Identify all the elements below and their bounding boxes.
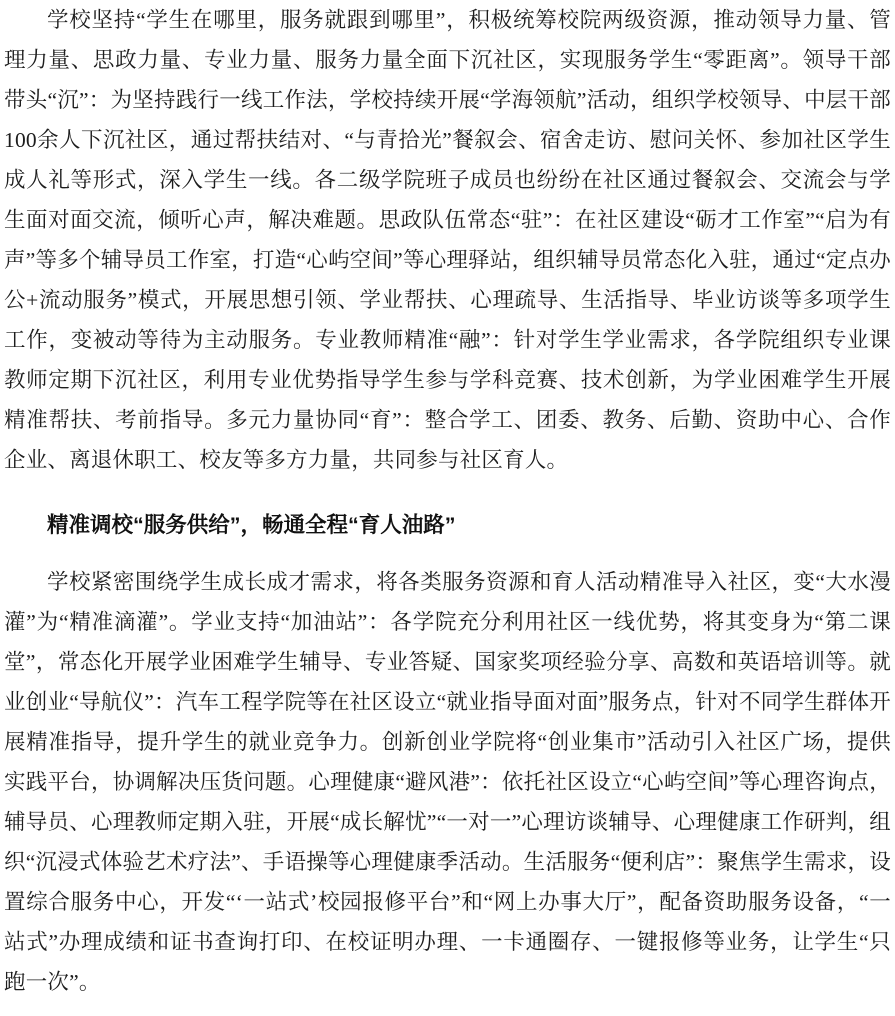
- section-heading: 精准调校“服务供给”，畅通全程“育人油路”: [47, 513, 456, 537]
- body-paragraph-2: 学校紧密围绕学生成长成才需求，将各类服务资源和育人活动精准导入社区，变“大水漫灌”为“精准滴灌”。学业支持“加油站”：各学院充分利用社区一线优势，将其变身为“第二课堂”，常态化开展学业困难学生辅导、专业答疑、国家奖项经验分享、高数和英语培训等。就业创业“导航仪”：汽车工程学院等在社区设立“就业指导面对面”服务点，针对不同学生群体开展精准指导，提升学生的就业竞争力。创新创业学院将“创业集市”活动引入社区广场，提供实践平台，协调解决压货问题。心理健康“避风港”：依托社区设立“心屿空间”等心理咨询点，辅导员、心理教师定期入驻，开展“成长解忧”“一对一”心理访谈辅导、心理健康工作研判，组织“沉浸式体验艺术疗法”、手语操等心理健康季活动。生活服务“便利店”：聚焦学生需求，设置综合服务中心，开发“‘一站式’校园报修平台”和“网上办事大厅”，配备资助服务设备，“一站式”办理成绩和证书查询打印、在校证明办理、一卡通圈存、一键报修等业务，让学生“只跑一次”。: [4, 570, 891, 994]
- body-paragraph-1: 学校坚持“学生在哪里，服务就跟到哪里”，积极统筹校院两级资源，推动领导力量、管理力量、思政力量、专业力量、服务力量全面下沉社区，实现服务学生“零距离”。领导干部带头“沉”：为坚持践行一线工作法，学校持续开展“学海领航”活动，组织学校领导、中层干部100余人下沉社区，通过帮扶结对、“与青拾光”餐叙会、宿舍走访、慰问关怀、参加社区学生成人礼等形式，深入学生一线。各二级学院班子成员也纷纷在社区通过餐叙会、交流会与学生面对面交流，倾听心声，解决难题。思政队伍常态“驻”：在社区建设“砺才工作室”“启为有声”等多个辅导员工作室，打造“心屿空间”等心理驿站，组织辅导员常态化入驻，通过“定点办公+流动服务”模式，开展思想引领、学业帮扶、心理疏导、生活指导、毕业访谈等多项学生工作，变被动等待为主动服务。专业教师精准“融”：针对学生学业需求，各学院组织专业课教师定期下沉社区，利用专业优势指导学生参与学科竞赛、技术创新，为学业困难学生开展精准帮扶、考前指导。多元力量协同“育”：整合学工、团委、教务、后勤、资助中心、合作企业、离退休职工、校友等多方力量，共同参与社区育人。: [4, 8, 891, 472]
